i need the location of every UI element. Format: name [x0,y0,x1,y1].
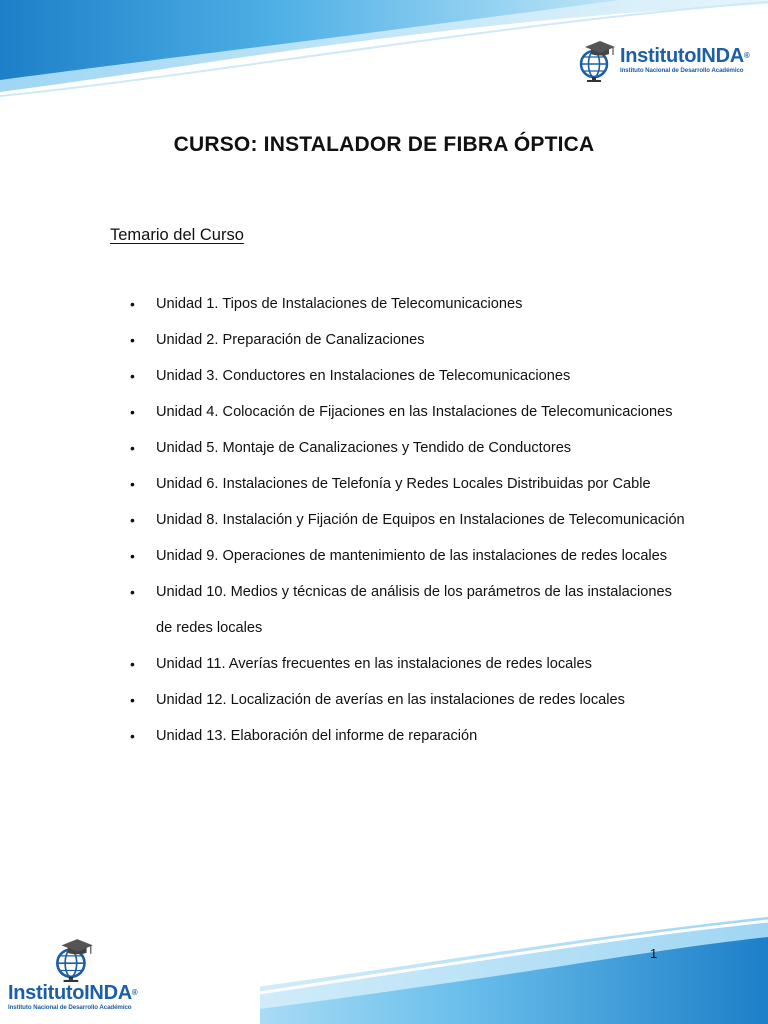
page-title: CURSO: INSTALADOR DE FIBRA ÓPTICA [173,133,595,156]
list-item: • Unidad 11. Averías frecuentes en las instalaciones de redes locales [130,646,690,682]
list-item: • Unidad 9. Operaciones de mantenimiento de las instalaciones de redes locales [130,538,690,574]
list-item: • Unidad 6. Instalaciones de Telefonía y Redes Locales Distribuidas por Cable [130,466,690,502]
list-item: • Unidad 4. Colocación de Fijaciones en las Instalaciones de Telecomunicaciones [130,394,690,430]
logo-text [8,982,137,1012]
units-list [130,286,690,754]
list-item: • Unidad 10. Medios y técnicas de análisis de los parámetros de las instalaciones de redes locales [130,574,690,646]
graduation-cap-globe-icon [576,38,616,82]
logo-text [620,45,749,75]
logo-tagline: Instituto Nacional de Desarrollo Académico [8,1004,132,1011]
registered-mark: ® [131,988,138,997]
list-item: • Unidad 3. Conductores en Instalaciones de Telecomunicaciones [130,358,690,394]
logo-name: InstitutoINDA® [620,45,750,67]
list-item: • Unidad 1. Tipos de Instalaciones de Telecomunicaciones [130,286,690,322]
logo-name: InstitutoINDA® [8,982,138,1004]
registered-mark: ® [743,51,750,60]
list-item: • Unidad 12. Localización de averías en las instalaciones de redes locales [130,682,690,718]
section-heading: Temario del Curso [110,226,244,244]
list-item: • Unidad 5. Montaje de Canalizaciones y Tendido de Conductores [130,430,690,466]
list-item: • Unidad 8. Instalación y Fijación de Equipos en Instalaciones de Telecomunicación [130,502,690,538]
footer-logo [8,936,137,1012]
page-number: 1 [650,946,658,961]
list-item: • Unidad 13. Elaboración del informe de reparación [130,718,690,754]
list-item: • Unidad 2. Preparación de Canalizaciones [130,322,690,358]
graduation-cap-globe-icon [52,936,94,982]
logo-tagline: Instituto Nacional de Desarrollo Académico [620,67,744,74]
header-logo [576,38,749,82]
